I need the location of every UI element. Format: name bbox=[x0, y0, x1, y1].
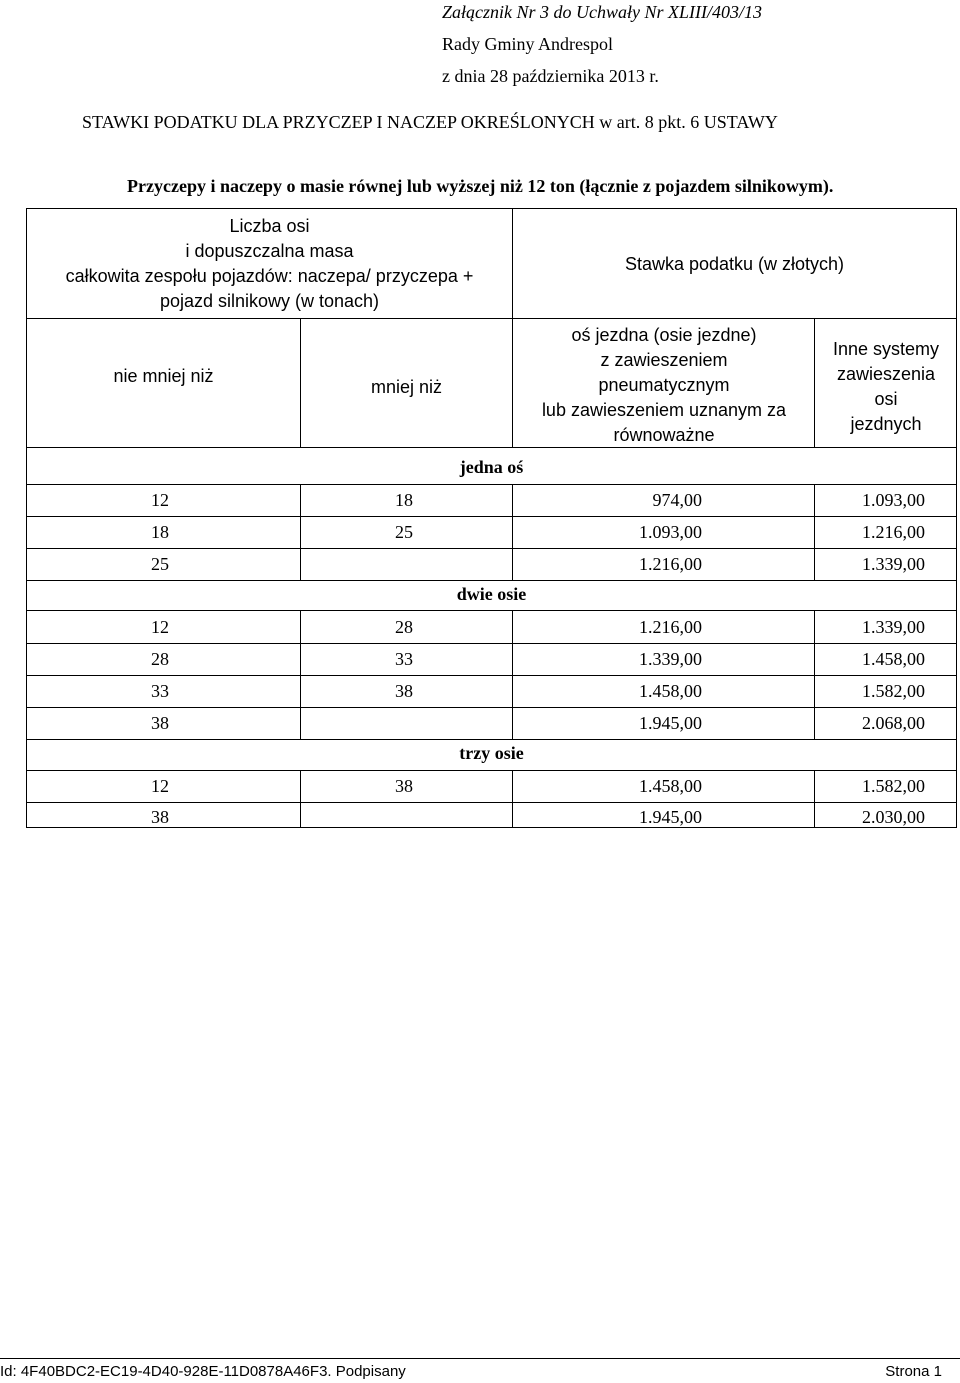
cell-min: 12 bbox=[151, 776, 169, 796]
header-not-less-than: nie mniej niż bbox=[113, 366, 214, 386]
group-label-two-axles: dwie osie bbox=[456, 584, 527, 604]
grid-line bbox=[27, 516, 956, 517]
grid-line bbox=[300, 770, 301, 827]
cell-min: 25 bbox=[151, 554, 169, 574]
header-less-than: mniej niż bbox=[370, 377, 443, 397]
attachment-line: Załącznik Nr 3 do Uchwały Nr XLIII/403/13 bbox=[442, 2, 762, 22]
cell-max: 38 bbox=[395, 681, 413, 701]
grid-line bbox=[27, 707, 956, 708]
grid-line bbox=[27, 770, 956, 771]
cell-other: 1.093,00 bbox=[862, 490, 925, 510]
grid-line bbox=[27, 580, 956, 581]
cell-other: 1.216,00 bbox=[862, 522, 925, 542]
grid-line bbox=[27, 610, 956, 611]
cell-max: 28 bbox=[395, 617, 413, 637]
grid-line bbox=[27, 802, 956, 803]
header-other-suspension: Inne systemy zawieszenia osi jezdnych bbox=[832, 339, 940, 434]
document-title: STAWKI PODATKU DLA PRZYCZEP I NACZEP OKREŚLONYCH w art. 8 pkt. 6 USTAWY bbox=[82, 112, 778, 132]
grid-line bbox=[300, 318, 301, 447]
header-tax-rate: Stawka podatku (w złotych) bbox=[624, 253, 845, 274]
grid-line bbox=[27, 548, 956, 549]
date-line: z dnia 28 października 2013 r. bbox=[442, 66, 659, 86]
grid-line bbox=[814, 610, 815, 739]
cell-max: 18 bbox=[395, 490, 413, 510]
cell-other: 1.582,00 bbox=[862, 681, 925, 701]
document-id: Id: 4F40BDC2-EC19-4D40-928E-11D0878A46F3. Podpisany bbox=[0, 1363, 406, 1380]
grid-line bbox=[300, 484, 301, 580]
cell-pneumatic: 1.945,00 bbox=[639, 713, 702, 733]
cell-pneumatic: 1.093,00 bbox=[639, 522, 702, 542]
cell-other: 2.030,00 bbox=[862, 807, 925, 827]
cell-other: 1.582,00 bbox=[862, 776, 925, 796]
grid-line bbox=[27, 484, 956, 485]
tax-rates-table bbox=[26, 208, 957, 828]
cell-min: 33 bbox=[151, 681, 169, 701]
grid-line bbox=[27, 643, 956, 644]
grid-line bbox=[27, 675, 956, 676]
cell-max: 38 bbox=[395, 776, 413, 796]
document-subtitle: Przyczepy i naczepy o masie równej lub wyższej niż 12 ton (łącznie z pojazdem silnikowym). bbox=[127, 176, 834, 196]
cell-pneumatic: 1.339,00 bbox=[639, 649, 702, 669]
cell-min: 28 bbox=[151, 649, 169, 669]
cell-pneumatic: 1.216,00 bbox=[639, 554, 702, 574]
cell-pneumatic: 1.458,00 bbox=[639, 681, 702, 701]
grid-line bbox=[512, 484, 513, 580]
cell-pneumatic: 1.458,00 bbox=[639, 776, 702, 796]
header-pneumatic-suspension: oś jezdna (osie jezdne) z zawieszeniem pneumatycznym lub zawieszeniem uznanym za równoważne bbox=[541, 324, 787, 445]
cell-min: 18 bbox=[151, 522, 169, 542]
grid-line bbox=[27, 318, 956, 319]
grid-line bbox=[27, 739, 956, 740]
cell-max: 33 bbox=[395, 649, 413, 669]
cell-min: 12 bbox=[151, 490, 169, 510]
page-number: Strona 1 bbox=[885, 1363, 942, 1380]
cell-min: 38 bbox=[151, 807, 169, 827]
grid-line bbox=[27, 447, 956, 448]
grid-line bbox=[512, 610, 513, 739]
cell-min: 38 bbox=[151, 713, 169, 733]
grid-line bbox=[814, 770, 815, 827]
council-line: Rady Gminy Andrespol bbox=[442, 34, 613, 54]
cell-other: 1.339,00 bbox=[862, 617, 925, 637]
cell-pneumatic: 1.216,00 bbox=[639, 617, 702, 637]
footer-divider bbox=[0, 1358, 960, 1359]
cell-other: 1.458,00 bbox=[862, 649, 925, 669]
group-label-three-axles: trzy osie bbox=[459, 743, 524, 763]
cell-other: 2.068,00 bbox=[862, 713, 925, 733]
cell-min: 12 bbox=[151, 617, 169, 637]
cell-max: 25 bbox=[395, 522, 413, 542]
grid-line bbox=[814, 484, 815, 580]
header-axles-mass: Liczba osi i dopuszczalna masa całkowita zespołu pojazdów: naczepa/ przyczepa + pojazd silnikowy (w tonach) bbox=[65, 216, 474, 311]
grid-line bbox=[300, 610, 301, 739]
cell-pneumatic: 1.945,00 bbox=[639, 807, 702, 827]
grid-line bbox=[814, 318, 815, 447]
cell-pneumatic: 974,00 bbox=[652, 490, 702, 510]
grid-line bbox=[512, 770, 513, 827]
grid-line bbox=[512, 209, 513, 447]
cell-other: 1.339,00 bbox=[862, 554, 925, 574]
group-label-one-axle: jedna oś bbox=[459, 457, 524, 477]
